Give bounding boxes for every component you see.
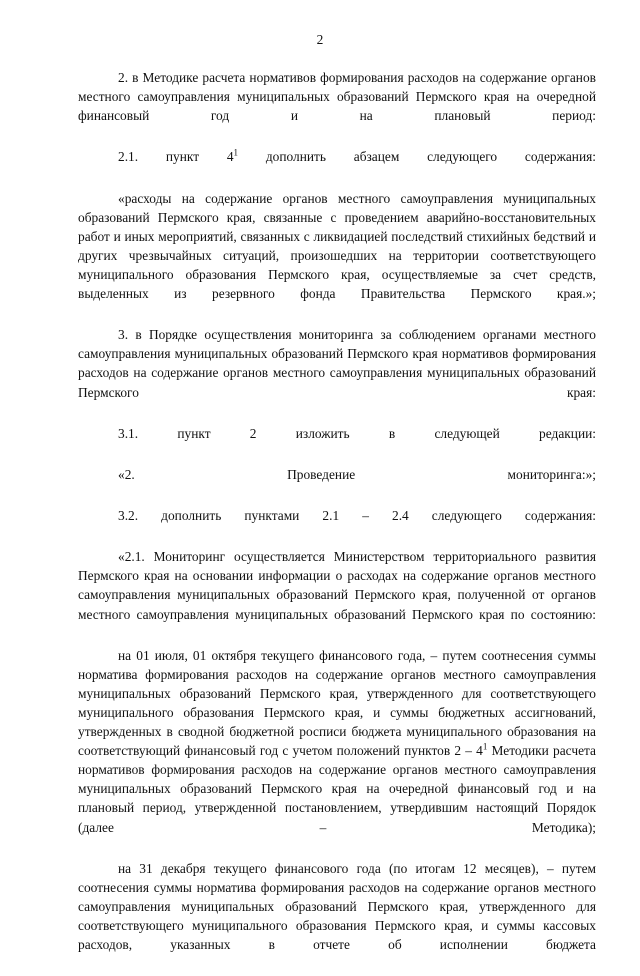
paragraph-text: Методики расчета нормативов формирования расходов на содержание органов местного самоуправления муниципальных образований Пермского края на очередной финансовый год и на плановый период, утвержденной постановлением, утвердившим настоящий Порядок (далее – Методика); [78,743,596,835]
paragraph-point-2-1: «2.1. Мониторинг осуществляется Министерством территориального развития Пермского края на основании информации о расходах на содержание органов местного самоуправления муниципальных образований Пермского края, полученной от органов местного самоуправления муниципальных образований Пермского края по состоянию: [78,549,596,622]
paragraph-july-october [78,646,596,856]
paragraph-point-3-2: 3.2. дополнить пунктами 2.1 – 2.4 следующего содержания: [118,508,596,524]
page-number: 2 [316,32,324,47]
paragraph-methodology-amendment: 2. в Методике расчета нормативов формирования расходов на содержание органов местного самоуправления муниципальных образований Пермского края на очередной финансовый год и на плановый период: [78,70,596,124]
paragraph-monitoring-procedure: 3. в Порядке осуществления мониторинга за соблюдением органами местного самоуправления муниципальных образований Пермского края нормативов формирования расходов на содержание органов местного самоуправления муниципальных образований Пермского края: [78,327,596,400]
paragraph-text: на 01 июля, 01 октября текущего финансового года, – путем соотнесения суммы норматива формирования расходов на содержание органов местного самоуправления муниципальных образований Пермского края, утвержденного для соответствующего муниципального образования Пермского края, и суммы бюджетных ассигнований, утвержденных в сводной бюджетной росписи бюджета муниципального образования на соответствующий финансовый год с учетом положений пунктов 2 – 4 [78,647,596,759]
document-body [78,68,596,976]
superscript: 1 [482,741,488,752]
paragraph-expenses-quote: «расходы на содержание органов местного самоуправления муниципальных образований Пермского края, связанные с проведением аварийно-восстановительных работ и иных мероприятий, связанных с ликвидацией последствий стихийных бедствий и других чрезвычайных ситуаций, произошедших на территории соответствующего муниципального образования Пермского края, осуществляемые за счет средств, выделенных из резервного фонда Правительства Пермского края.»; [78,190,596,302]
paragraph-text: дополнить абзацем следующего содержания: [238,149,596,165]
paragraph-text: 2.1. пункт 4 [118,149,234,165]
paragraph-point-4-1 [78,147,596,185]
superscript: 1 [233,147,239,158]
paragraph-point-2-quote: «2. Проведение мониторинга:»; [118,466,596,482]
paragraph-december: на 31 декабря текущего финансового года (по итогам 12 месяцев), – путем соотнесения суммы норматива формирования расходов на содержание органов местного самоуправления муниципальных образований Пермского края, утвержденного для соответствующего муниципального образования Пермского края, и суммы кассовых расходов, указанных в отчете об исполнении бюджета [78,860,596,953]
paragraph-point-3-1: 3.1. пункт 2 изложить в следующей редакции: [118,425,596,441]
